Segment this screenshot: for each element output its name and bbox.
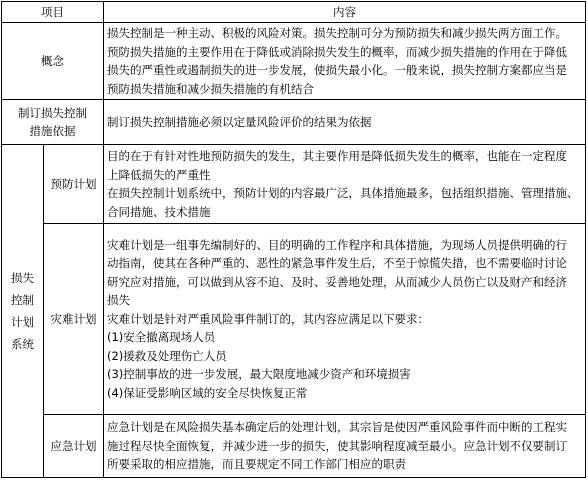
emergency-line: 施过程尽快全面恢复，并减少进一步的损失，使其影响程度减至最小。应急计划不仅要制订 bbox=[107, 438, 567, 453]
system-label-line: 控制 bbox=[11, 293, 34, 307]
basis-label-line: 制订损失控制 bbox=[18, 105, 87, 120]
basis-label bbox=[2, 100, 104, 145]
disaster-line: (1)安全撤离现场人员 bbox=[107, 330, 216, 345]
row-basis bbox=[2, 100, 586, 145]
system-label-line: 系统 bbox=[11, 337, 34, 351]
disaster-line: (3)控制事故的进一步发展，最大限度地减少资产和环境损害 bbox=[107, 367, 411, 382]
concept-line: 预防损失措施的主要作用在于降低或消除损失发生的概率，而减少损失措施的作用在于降低 bbox=[107, 44, 567, 59]
concept-line: 损失的严重性或遏制损失的进一步发展，使损失最小化。一般来说，损失控制方案都应当是 bbox=[107, 63, 567, 77]
concept-line: 预防损失措施和减少损失措施的有机结合 bbox=[107, 81, 314, 96]
basis-content: 制订损失控制措施必须以定量风险评价的结果为依据 bbox=[104, 100, 586, 145]
emergency-content bbox=[104, 415, 586, 478]
header-item: 项目 bbox=[2, 2, 104, 23]
disaster-line: (2)援救及处理伤亡人员 bbox=[107, 348, 227, 363]
system-label bbox=[2, 145, 44, 478]
row-emergency bbox=[2, 415, 586, 478]
disaster-line: 灾难计划是针对严重风险事件制订的，其内容应满足以下要求： bbox=[107, 311, 429, 326]
row-disaster bbox=[2, 224, 586, 415]
prevention-line: 在损失控制计划系统中，预防计划的内容最广泛，具体措施最多，包括组织措施、管理措施、 bbox=[107, 186, 579, 200]
header-content: 内容 bbox=[104, 2, 586, 23]
prevention-content bbox=[104, 145, 586, 224]
header-row bbox=[2, 2, 586, 23]
prevention-label: 预防计划 bbox=[44, 145, 104, 224]
loss-control-table bbox=[1, 1, 586, 478]
row-concept bbox=[2, 23, 586, 100]
concept-label: 概念 bbox=[2, 23, 104, 100]
system-label-line: 损失 bbox=[11, 271, 34, 285]
disaster-content bbox=[104, 224, 586, 415]
emergency-line: 所要采取的相应措施，而且要规定不同工作部门相应的职责 bbox=[107, 457, 406, 472]
system-label-line: 计划 bbox=[11, 315, 34, 329]
prevention-line: 上降低损失的严重性 bbox=[107, 167, 211, 182]
disaster-line: (4)保证受影响区域的安全尽快恢复正常 bbox=[107, 385, 308, 400]
prevention-line: 目的在于有针对性地预防损失的发生，其主要作用是降低损失发生的概率，也能在一定程度 bbox=[107, 149, 567, 163]
disaster-line: 动指南，使其在各种严重的、恶性的紧急事件发生后，不至于惊慌失措，也不需要临时讨论 bbox=[107, 256, 567, 271]
disaster-label: 灾难计划 bbox=[44, 224, 104, 415]
disaster-line: 研究应对措施，可以做到从容不迫、及时、妥善地处理，从而减少人员伤亡以及财产和经济 bbox=[107, 274, 567, 289]
basis-label-line: 措施依据 bbox=[29, 124, 76, 138]
concept-line: 损失控制是一种主动、积极的风险对策。损失控制可分为预防损失和减少损失两方面工作。 bbox=[107, 26, 567, 40]
emergency-label: 应急计划 bbox=[44, 415, 104, 478]
emergency-line: 应急计划是在风险损失基本确定后的处理计划，其宗旨是使因严重风险事件而中断的工程实 bbox=[107, 420, 567, 435]
disaster-line: 损失 bbox=[107, 293, 130, 308]
concept-content bbox=[104, 23, 586, 100]
row-prevention bbox=[2, 145, 586, 224]
disaster-line: 灾难计划是一组事先编制好的、目的明确的工作程序和具体措施，为现场人员提供明确的行 bbox=[107, 237, 567, 252]
prevention-line: 合同措施、技术措施 bbox=[107, 204, 211, 219]
